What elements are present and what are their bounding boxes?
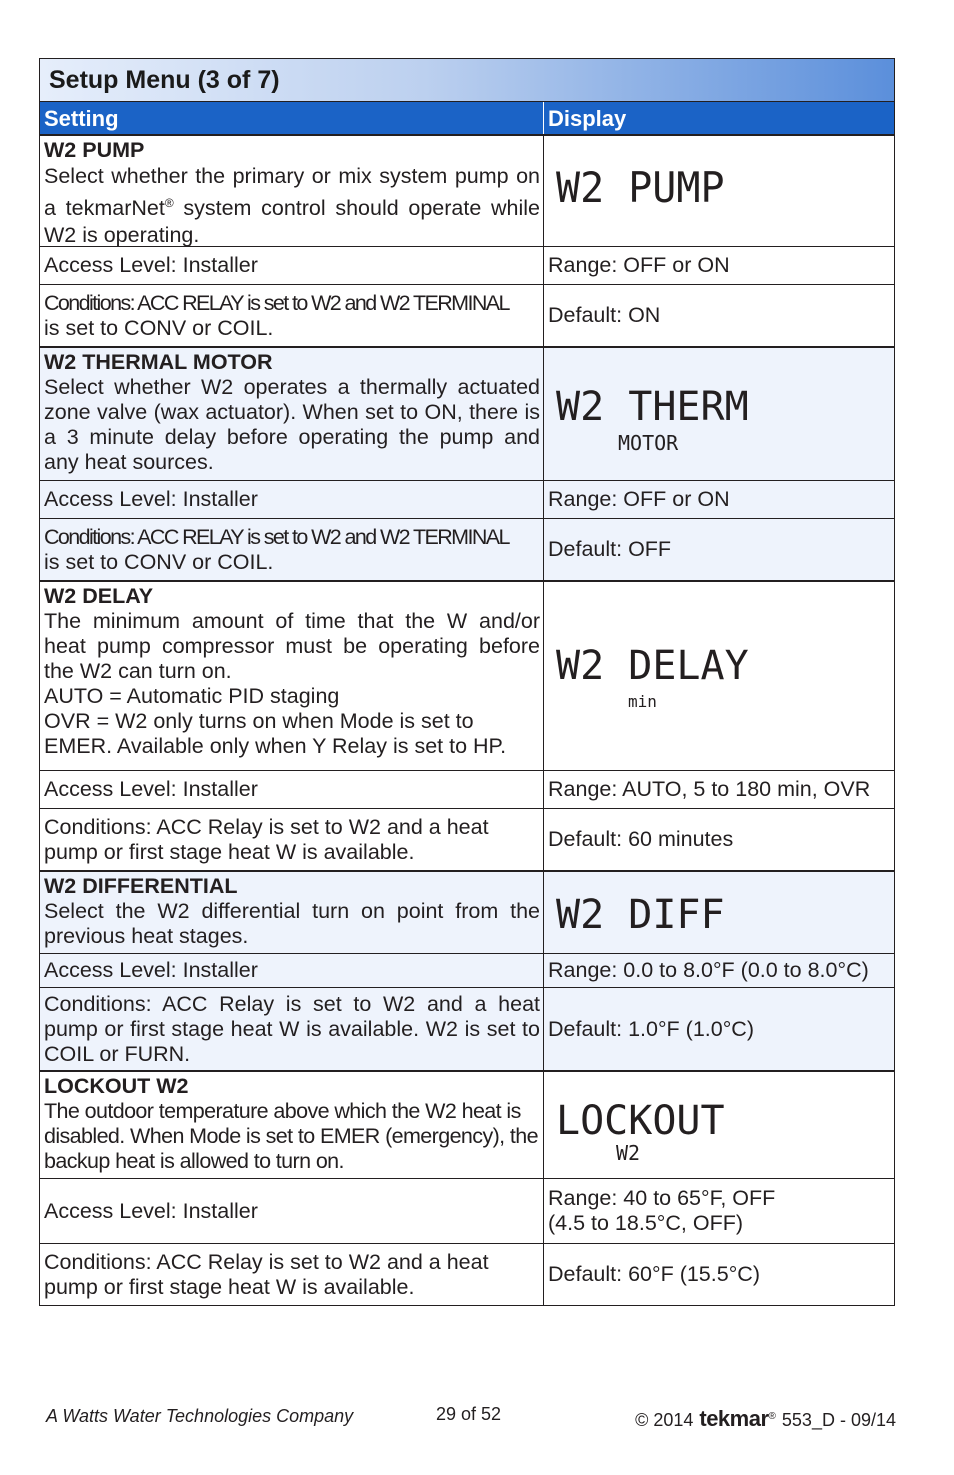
default: Default: 1.0°F (1.0°C) (548, 1016, 754, 1041)
access-level: Access Level: Installer (40, 771, 544, 808)
default: Default: 60°F (15.5°C) (548, 1262, 760, 1286)
document-code: 553_D - 09/14 (781, 1410, 896, 1430)
section-w2-thermal-motor (40, 348, 894, 582)
setting-name: LOCKOUT W2 (44, 1074, 189, 1098)
lcd-display (544, 136, 894, 246)
default: Default: OFF (548, 537, 672, 561)
lcd-display (544, 1072, 894, 1178)
access-level: Access Level: Installer (40, 247, 544, 284)
setup-menu-table (39, 58, 895, 1306)
lcd-text-w2-pump (556, 160, 756, 220)
svg-text:W2 DELAY: W2 DELAY (556, 643, 749, 689)
page-footer (46, 1402, 896, 1432)
footer-copyright (635, 1406, 896, 1432)
footer-company: A Watts Water Technologies Company (46, 1406, 354, 1426)
conditions: Conditions: ACC Relay is set to W2 and a heat pump or first stage heat W is available. (40, 1244, 544, 1305)
table-title-bar (40, 59, 894, 102)
lcd-text-w2-diff (556, 888, 776, 948)
range: Range: 0.0 to 8.0°F (0.0 to 8.0°C) (548, 958, 869, 982)
setting-name: W2 PUMP (44, 138, 145, 162)
setting-description: LOCKOUT W2 The outdoor temperature above which the W2 heat is disabled. When Mode is set to EMER (emergency), the backup heat is allowed to turn on. (40, 1072, 544, 1178)
conditions: Conditions: ACC RELAY is set to W2 and W2 TERMINAL is set to CONV or COIL. (40, 519, 544, 580)
access-level: Access Level: Installer (40, 481, 544, 518)
conditions: Conditions: ACC RELAY is set to W2 and W2 TERMINAL is set to CONV or COIL. (40, 285, 544, 346)
conditions: Conditions: ACC Relay is set to W2 and a heat pump or first stage heat W is available. W2 is set to COIL or FURN. (40, 988, 544, 1070)
setting-name: W2 THERMAL MOTOR (44, 350, 273, 374)
access-level: Access Level: Installer (40, 954, 544, 987)
default: Default: 60 minutes (548, 827, 734, 851)
setting-description: W2 PUMP Select whether the primary or mix system pump on a tekmarNet® system control should operate while W2 is operating. (40, 136, 544, 246)
svg-text:W2 PUMP: W2 PUMP (556, 163, 725, 213)
table-title: Setup Menu (3 of 7) (49, 65, 280, 94)
svg-text:min: min (628, 692, 657, 711)
setting-description: W2 DELAY The minimum amount of time that the W and/or heat pump compressor must be operating before the W2 can turn on. AUTO = Automatic PID staging OVR = W2 only turns on when Mode is set to EMER. Available only when Y Relay is set to HP. (40, 582, 544, 770)
setting-name: W2 DIFFERENTIAL (44, 874, 238, 898)
section-w2-delay (40, 582, 894, 872)
lcd-display (544, 348, 894, 480)
lcd-text-w2-therm (556, 380, 776, 480)
default: Default: ON (548, 303, 661, 327)
page-number: 29 of 52 (436, 1404, 502, 1424)
header-setting: Setting (40, 102, 544, 134)
setting-description: W2 THERMAL MOTOR Select whether W2 operates a thermally actuated zone valve (wax actuator). When set to ON, there is a 3 minute delay before operating the pump and any heat sources. (40, 348, 544, 480)
setting-name: W2 DELAY (44, 584, 154, 608)
conditions: Conditions: ACC Relay is set to W2 and a heat pump or first stage heat W is available. (40, 809, 544, 870)
svg-text:MOTOR: MOTOR (618, 431, 679, 455)
copyright-year: © 2014 (635, 1410, 694, 1430)
svg-text:LOCKOUT: LOCKOUT (556, 1098, 725, 1144)
access-level: Access Level: Installer (40, 1179, 544, 1243)
svg-text:W2 DIFF: W2 DIFF (556, 892, 725, 938)
range: Range: OFF or ON (548, 487, 730, 511)
lcd-display (544, 582, 894, 770)
setting-description: W2 DIFFERENTIAL Select the W2 differential turn on point from the previous heat stages. (40, 872, 544, 953)
lcd-text-w2-delay (556, 639, 776, 739)
svg-text:W2: W2 (616, 1141, 641, 1165)
lcd-text-lockout (556, 1094, 776, 1194)
brand-logo: tekmar® (699, 1406, 776, 1431)
section-w2-differential (40, 872, 894, 1072)
range: Range: 40 to 65°F, OFF (4.5 to 18.5°C, OFF) (548, 1186, 776, 1235)
range: Range: OFF or ON (548, 253, 730, 277)
section-lockout-w2 (40, 1072, 894, 1305)
section-w2-pump (40, 136, 894, 348)
table-header-row (40, 102, 894, 136)
range: Range: AUTO, 5 to 180 min, OVR (548, 777, 871, 801)
header-display: Display (548, 106, 627, 131)
svg-text:W2 THERM: W2 THERM (556, 384, 749, 430)
lcd-display (544, 872, 894, 953)
